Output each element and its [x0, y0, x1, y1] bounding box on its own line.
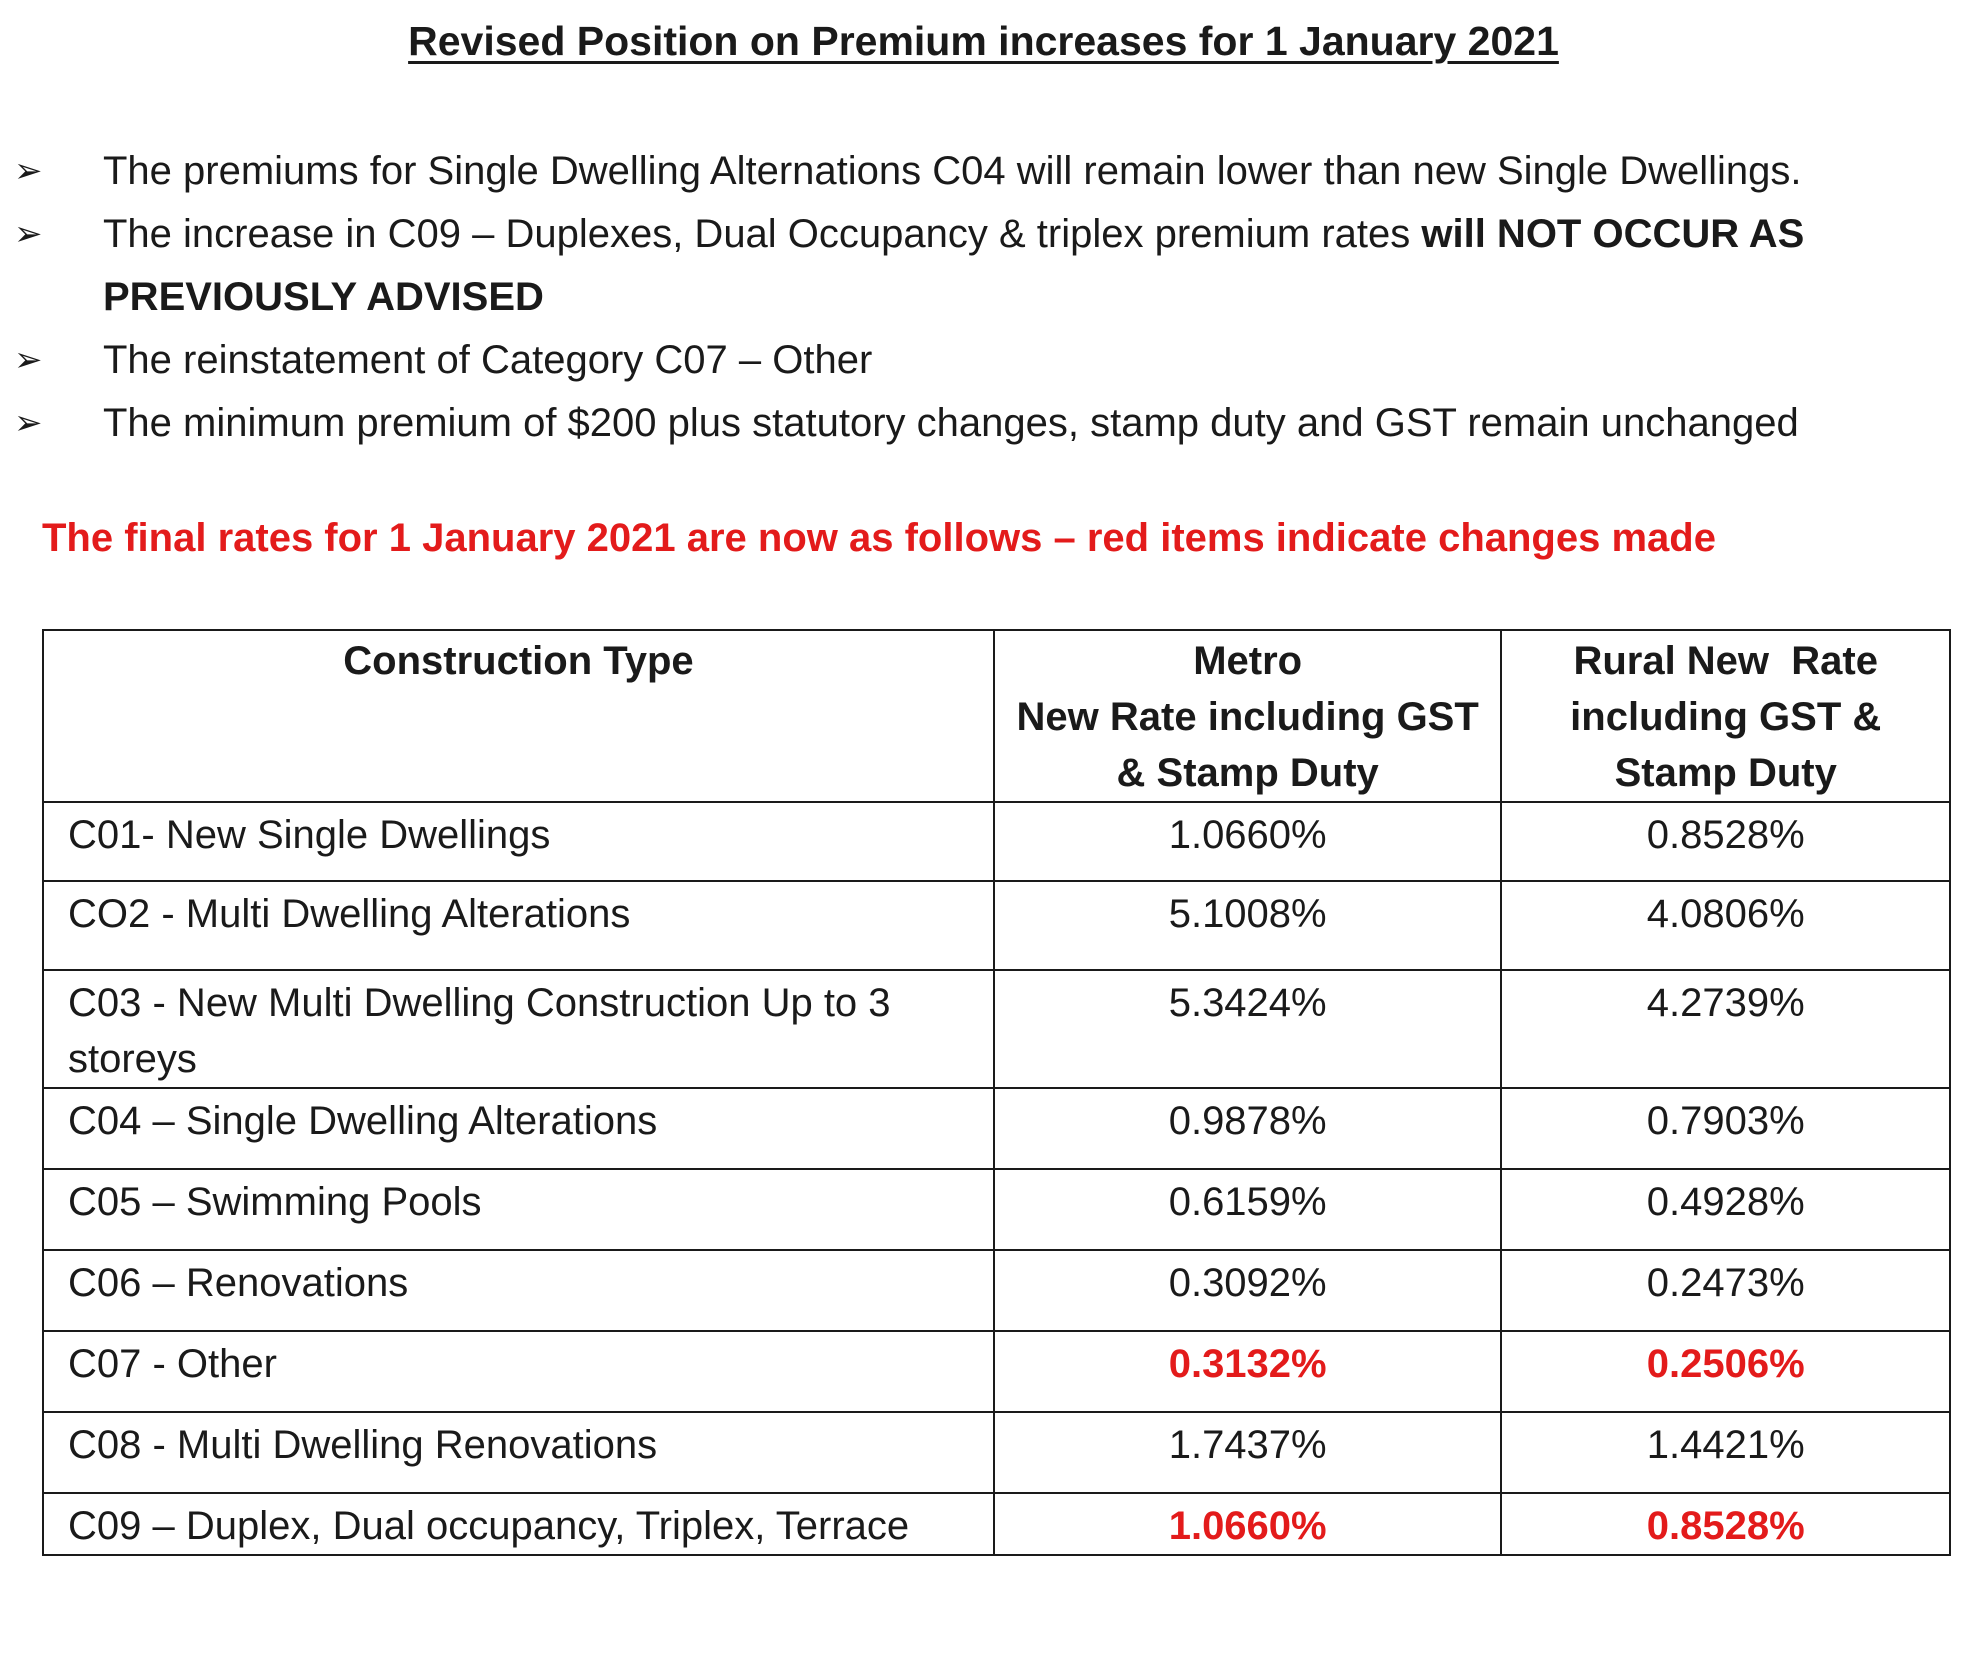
table-row — [43, 802, 1950, 881]
table-row — [43, 1250, 1950, 1331]
arrow-bullet-icon: ➢ — [14, 404, 43, 442]
rural-rate-cell: 0.7903% — [1501, 1088, 1950, 1169]
header-rural-rate — [1501, 630, 1950, 802]
document-title: Revised Position on Premium increases for 1 January 2021 — [408, 18, 1559, 64]
table-row — [43, 1412, 1950, 1493]
metro-rate-cell: 1.0660% — [994, 802, 1501, 881]
rural-rate-cell: 0.8528% — [1501, 802, 1950, 881]
rural-rate-cell: 4.2739% — [1501, 970, 1950, 1088]
bullet-emphasis: will NOT OCCUR AS PREVIOUSLY ADVISED — [103, 212, 1805, 319]
construction-type-cell: C05 – Swimming Pools — [43, 1169, 994, 1250]
bullet-item — [0, 329, 1967, 392]
construction-type-cell: C09 – Duplex, Dual occupancy, Triplex, Terrace — [43, 1493, 994, 1555]
table-row — [43, 881, 1950, 970]
rural-rate-cell: 4.0806% — [1501, 881, 1950, 970]
construction-type-cell: C06 – Renovations — [43, 1250, 994, 1331]
rural-rate-cell: 1.4421% — [1501, 1412, 1950, 1493]
metro-rate-cell: 0.3092% — [994, 1250, 1501, 1331]
construction-type-cell: C03 - New Multi Dwelling Construction Up to 3 storeys — [43, 970, 994, 1088]
bullet-text: The premiums for Single Dwelling Alternations C04 will remain lower than new Single Dwellings. — [103, 149, 1802, 193]
metro-rate-cell: 1.0660% — [994, 1493, 1501, 1555]
metro-rate-cell: 5.1008% — [994, 881, 1501, 970]
table-body — [43, 802, 1950, 1555]
construction-type-cell: C07 - Other — [43, 1331, 994, 1412]
rural-rate-cell: 0.4928% — [1501, 1169, 1950, 1250]
table-header-row — [43, 630, 1950, 802]
table-row — [43, 970, 1950, 1088]
table-row — [43, 1169, 1950, 1250]
rural-rate-cell: 0.8528% — [1501, 1493, 1950, 1555]
table-row — [43, 1331, 1950, 1412]
arrow-bullet-icon: ➢ — [14, 152, 43, 190]
rates-table — [42, 629, 1951, 1556]
header-label: Rural New Rate including GST & Stamp Duty — [1570, 639, 1882, 795]
bullet-list — [0, 140, 1967, 455]
arrow-bullet-icon: ➢ — [14, 215, 43, 253]
header-construction-type — [43, 630, 994, 802]
rural-rate-cell: 0.2506% — [1501, 1331, 1950, 1412]
bullet-item — [0, 392, 1967, 455]
changes-notice: The final rates for 1 January 2021 are now as follows – red items indicate changes made — [42, 516, 1716, 560]
construction-type-cell: CO2 - Multi Dwelling Alterations — [43, 881, 994, 970]
bullet-item — [0, 203, 1967, 329]
header-label: Metro New Rate including GST & Stamp Duty — [1016, 639, 1479, 795]
header-metro-rate — [994, 630, 1501, 802]
arrow-bullet-icon: ➢ — [14, 341, 43, 379]
bullet-text: The minimum premium of $200 plus statutory changes, stamp duty and GST remain unchanged — [103, 401, 1799, 445]
rural-rate-cell: 0.2473% — [1501, 1250, 1950, 1331]
metro-rate-cell: 5.3424% — [994, 970, 1501, 1088]
metro-rate-cell: 0.9878% — [994, 1088, 1501, 1169]
metro-rate-cell: 0.6159% — [994, 1169, 1501, 1250]
construction-type-cell: C08 - Multi Dwelling Renovations — [43, 1412, 994, 1493]
metro-rate-cell: 0.3132% — [994, 1331, 1501, 1412]
metro-rate-cell: 1.7437% — [994, 1412, 1501, 1493]
bullet-text: The reinstatement of Category C07 – Other — [103, 338, 873, 382]
bullet-text: The increase in C09 – Duplexes, Dual Occupancy & triplex premium rates — [103, 212, 1422, 256]
table-row — [43, 1493, 1950, 1555]
bullet-item — [0, 140, 1967, 203]
table-row — [43, 1088, 1950, 1169]
construction-type-cell: C01- New Single Dwellings — [43, 802, 994, 881]
construction-type-cell: C04 – Single Dwelling Alterations — [43, 1088, 994, 1169]
header-label: Construction Type — [343, 639, 694, 683]
